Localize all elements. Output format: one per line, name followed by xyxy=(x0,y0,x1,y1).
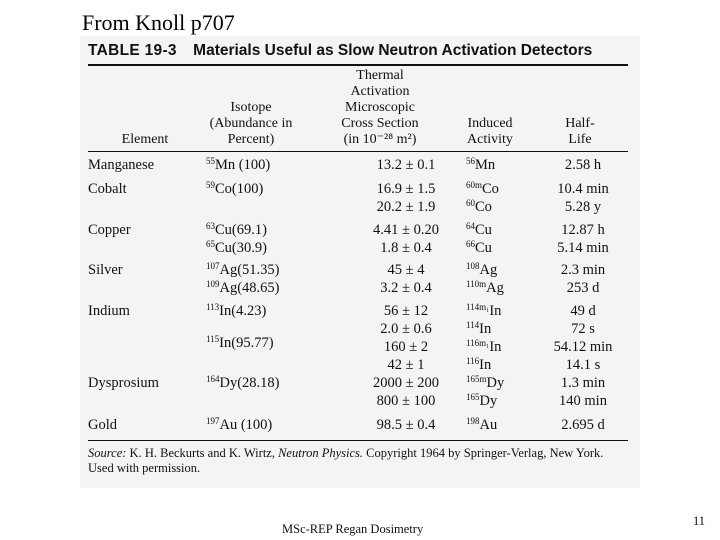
table-title: Materials Useful as Slow Neutron Activation Detectors xyxy=(193,42,593,59)
table-bottom-rule xyxy=(88,440,628,441)
half-life-cell: 49 d 72 s 54.12 min 14.1 s xyxy=(553,303,613,373)
table-caption xyxy=(88,42,592,60)
header-element: Element xyxy=(121,132,169,147)
induced-activity-cell: $^{108}$Ag $^{110m}$Ag xyxy=(466,261,504,296)
induced-activity-cell: $^{60m}$Co $^{60}$Co xyxy=(466,180,499,215)
source-label: Source: xyxy=(88,446,127,460)
table-row-element: Silver xyxy=(88,262,123,278)
table-row-element: Indium xyxy=(88,303,130,319)
table-row-element: Dysprosium xyxy=(88,375,159,391)
isotope-cell: $^{107}$Ag(51.35) $^{109}$Ag(48.65) xyxy=(206,261,280,296)
table-source-note: Source: K. H. Beckurts and K. Wirtz, Neutron Physics. Copyright 1964 by Springer-Verlag, New York. Used with permission. xyxy=(88,446,604,475)
slide-footer: MSc-REP Regan Dosimetry xyxy=(282,522,424,536)
header-bottom-rule xyxy=(88,151,628,152)
cross-section-cell: 2000 ± 200 800 ± 100 xyxy=(373,375,439,409)
isotope-cell: $^{63}$Cu(69.1) $^{65}$Cu(30.9) xyxy=(206,221,267,256)
header-half-life: Half- Life xyxy=(565,116,595,147)
isotope-cell: $^{197}$Au (100) xyxy=(206,416,273,433)
table-top-rule xyxy=(88,64,628,66)
table-row-element: Manganese xyxy=(88,157,155,173)
isotope-cell: $^{55}$Mn (100) xyxy=(206,156,271,173)
induced-activity-cell: $^{64}$Cu $^{66}$Cu xyxy=(466,221,492,256)
cross-section-cell: 16.9 ± 1.5 20.2 ± 1.9 xyxy=(376,181,436,215)
table-row-element: Cobalt xyxy=(88,181,127,197)
page-number: 11 xyxy=(693,514,706,528)
slide-title: From Knoll p707 xyxy=(82,10,235,35)
half-life-cell: 12.87 h 5.14 min xyxy=(557,222,609,256)
induced-activity-cell: $^{165m}$Dy $^{165}$Dy xyxy=(466,374,505,409)
cross-section-cell: 13.2 ± 0.1 xyxy=(376,157,436,173)
half-life-cell: 2.3 min 253 d xyxy=(560,262,606,296)
half-life-cell: 1.3 min 140 min xyxy=(559,375,607,409)
induced-activity-cell: $^{198}$Au xyxy=(466,416,498,433)
isotope-cell: $^{59}$Co(100) xyxy=(206,180,264,197)
header-cross-section: Thermal Activation Microscopic Cross Section (in 10⁻²⁸ m²) xyxy=(341,68,419,147)
half-life-cell: 2.695 d xyxy=(561,417,605,433)
isotope-cell: $^{113}$In(4.23) xyxy=(206,302,267,319)
table-row-element: Copper xyxy=(88,222,131,238)
induced-activity-cell: $^{114m_1}$In $^{114}$In $^{116m_1}$In $^{116}$In xyxy=(466,302,502,373)
isotope-cell: $^{164}$Dy(28.18) xyxy=(206,374,280,391)
table-row-element: Gold xyxy=(88,417,117,433)
half-life-cell: 2.58 h xyxy=(564,157,602,173)
cross-section-cell: 98.5 ± 0.4 xyxy=(376,417,436,433)
header-isotope: Isotope (Abundance in Percent) xyxy=(209,100,293,147)
table-number: TABLE 19-3 xyxy=(88,42,177,59)
half-life-cell: 10.4 min 5.28 y xyxy=(557,181,609,215)
induced-activity-cell: $^{56}$Mn xyxy=(466,156,496,173)
cross-section-cell: 4.41 ± 0.20 1.8 ± 0.4 xyxy=(373,222,439,256)
header-induced-activity: Induced Activity xyxy=(467,116,513,147)
isotope-cell: $^{115}$In(95.77) xyxy=(206,334,274,351)
book-title: Neutron Physics. xyxy=(278,446,364,460)
cross-section-cell: 56 ± 12 2.0 ± 0.6 160 ± 2 42 ± 1 xyxy=(380,303,432,373)
cross-section-cell: 45 ± 4 3.2 ± 0.4 xyxy=(380,262,432,296)
